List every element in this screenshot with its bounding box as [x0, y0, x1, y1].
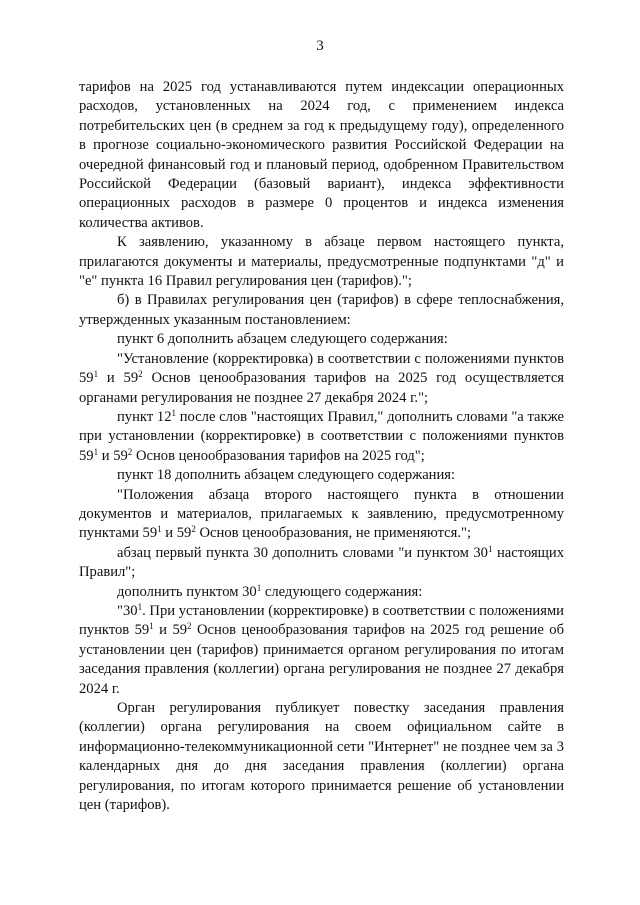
paragraph — [79, 544, 564, 583]
document-body — [79, 78, 564, 815]
superscript: 1 — [93, 446, 99, 457]
superscript: 2 — [127, 446, 133, 457]
superscript: 1 — [171, 407, 176, 418]
text-segment: Орган регулирования публикует повестку заседания правления (коллегии) органа регулирования на своем официальном сайте в информационно-телекоммуникационной сети "Интернет" не позднее чем за 3 календарных дня до дня заседания правления (коллегии) органа регулирования, по итогам которого принимается решение об установлении цен (тарифов). — [79, 700, 564, 814]
superscript: 1 — [256, 582, 262, 593]
text-segment: абзац первый пункта 30 дополнить словами "и пунктом 30 — [117, 544, 488, 561]
text-segment: "Установление (корректировка) в соответствии с положениями пунктов 59 — [79, 350, 564, 387]
superscript: 2 — [138, 369, 143, 380]
superscript: 1 — [149, 621, 154, 632]
text-segment: . При установлении (корректировке) в соответствии с положениями пунктов 59 — [79, 602, 564, 639]
text-segment: настоящих Правил"; — [79, 544, 564, 581]
text-segment: Основ ценообразования, не применяются."; — [195, 525, 472, 542]
paragraph — [79, 466, 564, 485]
text-segment: и 59 — [153, 622, 188, 639]
paragraph — [79, 291, 564, 330]
page-number: 3 — [316, 38, 324, 54]
paragraph — [79, 233, 564, 291]
text-segment: "Положения абзаца второго настоящего пункта в отношении документов и материалов, прилагаемых к заявлению, предусмотренному пунктами 59 — [79, 486, 564, 542]
text-segment: Основ ценообразования тарифов на 2025 год осуществляется органами регулирования не позднее 27 декабря 2024 г."; — [79, 370, 565, 406]
superscript: 1 — [93, 369, 99, 380]
paragraph — [79, 699, 564, 815]
text-segment: после слов "настоящих Правил," дополнить словами "а также при установлении (корректировке) в соответствии с положениями пунктов 59 — [79, 408, 564, 464]
paragraph — [79, 486, 564, 544]
paragraph — [79, 350, 564, 408]
text-segment: пункт 6 дополнить абзацем следующего содержания: — [117, 331, 448, 348]
paragraph — [79, 78, 564, 233]
text-segment: б) в Правилах регулирования цен (тарифов) в сфере теплоснабжения, утвержденных указанным постановлением: — [79, 292, 564, 328]
text-segment: "30 — [117, 602, 138, 619]
text-segment: пункт 12 — [117, 408, 172, 425]
paragraph — [79, 583, 564, 602]
superscript: 2 — [187, 621, 192, 632]
text-segment: и 59 — [98, 447, 128, 464]
text-segment: К заявлению, указанному в абзаце первом настоящего пункта, прилагаются документы и материалы, предусмотренные подпунктами "д" и "е" пункта 16 Правил регулирования цен (тарифов)."; — [79, 234, 564, 290]
text-segment: следующего содержания: — [261, 583, 423, 600]
text-segment: Основ ценообразования тарифов на 2025 год"; — [132, 447, 425, 464]
text-segment: Основ ценообразования тарифов на 2025 год решение об установлении цен (тарифов) принимается органом регулирования по итогам заседания правления (коллегии) органа регулирования не позднее 27 декабря 2024 г. — [79, 622, 564, 697]
paragraph — [79, 602, 564, 699]
paragraph — [79, 330, 564, 349]
text-segment: тарифов на 2025 год устанавливаются путем индексации операционных расходов, установленных на 2024 год, с применением индекса потребительских цен (в среднем за год к предыдущему году), определенного в прогнозе социально-экономического развития Российской Федерации на очередной финансовый год и плановый период, одобренном Правительством Российской Федерации (базовый вариант), индекса эффективности операционных расходов в размере 0 процентов и индекса изменения количества активов. — [79, 79, 564, 231]
superscript: 1 — [487, 543, 493, 554]
superscript: 2 — [191, 524, 196, 535]
text-segment: и 59 — [161, 525, 192, 542]
paragraph — [79, 408, 564, 466]
text-segment: дополнить пунктом 30 — [117, 583, 257, 600]
superscript: 1 — [137, 601, 143, 612]
superscript: 1 — [157, 524, 162, 535]
text-segment: и 59 — [98, 370, 139, 387]
text-segment: пункт 18 дополнить абзацем следующего содержания: — [117, 467, 456, 484]
